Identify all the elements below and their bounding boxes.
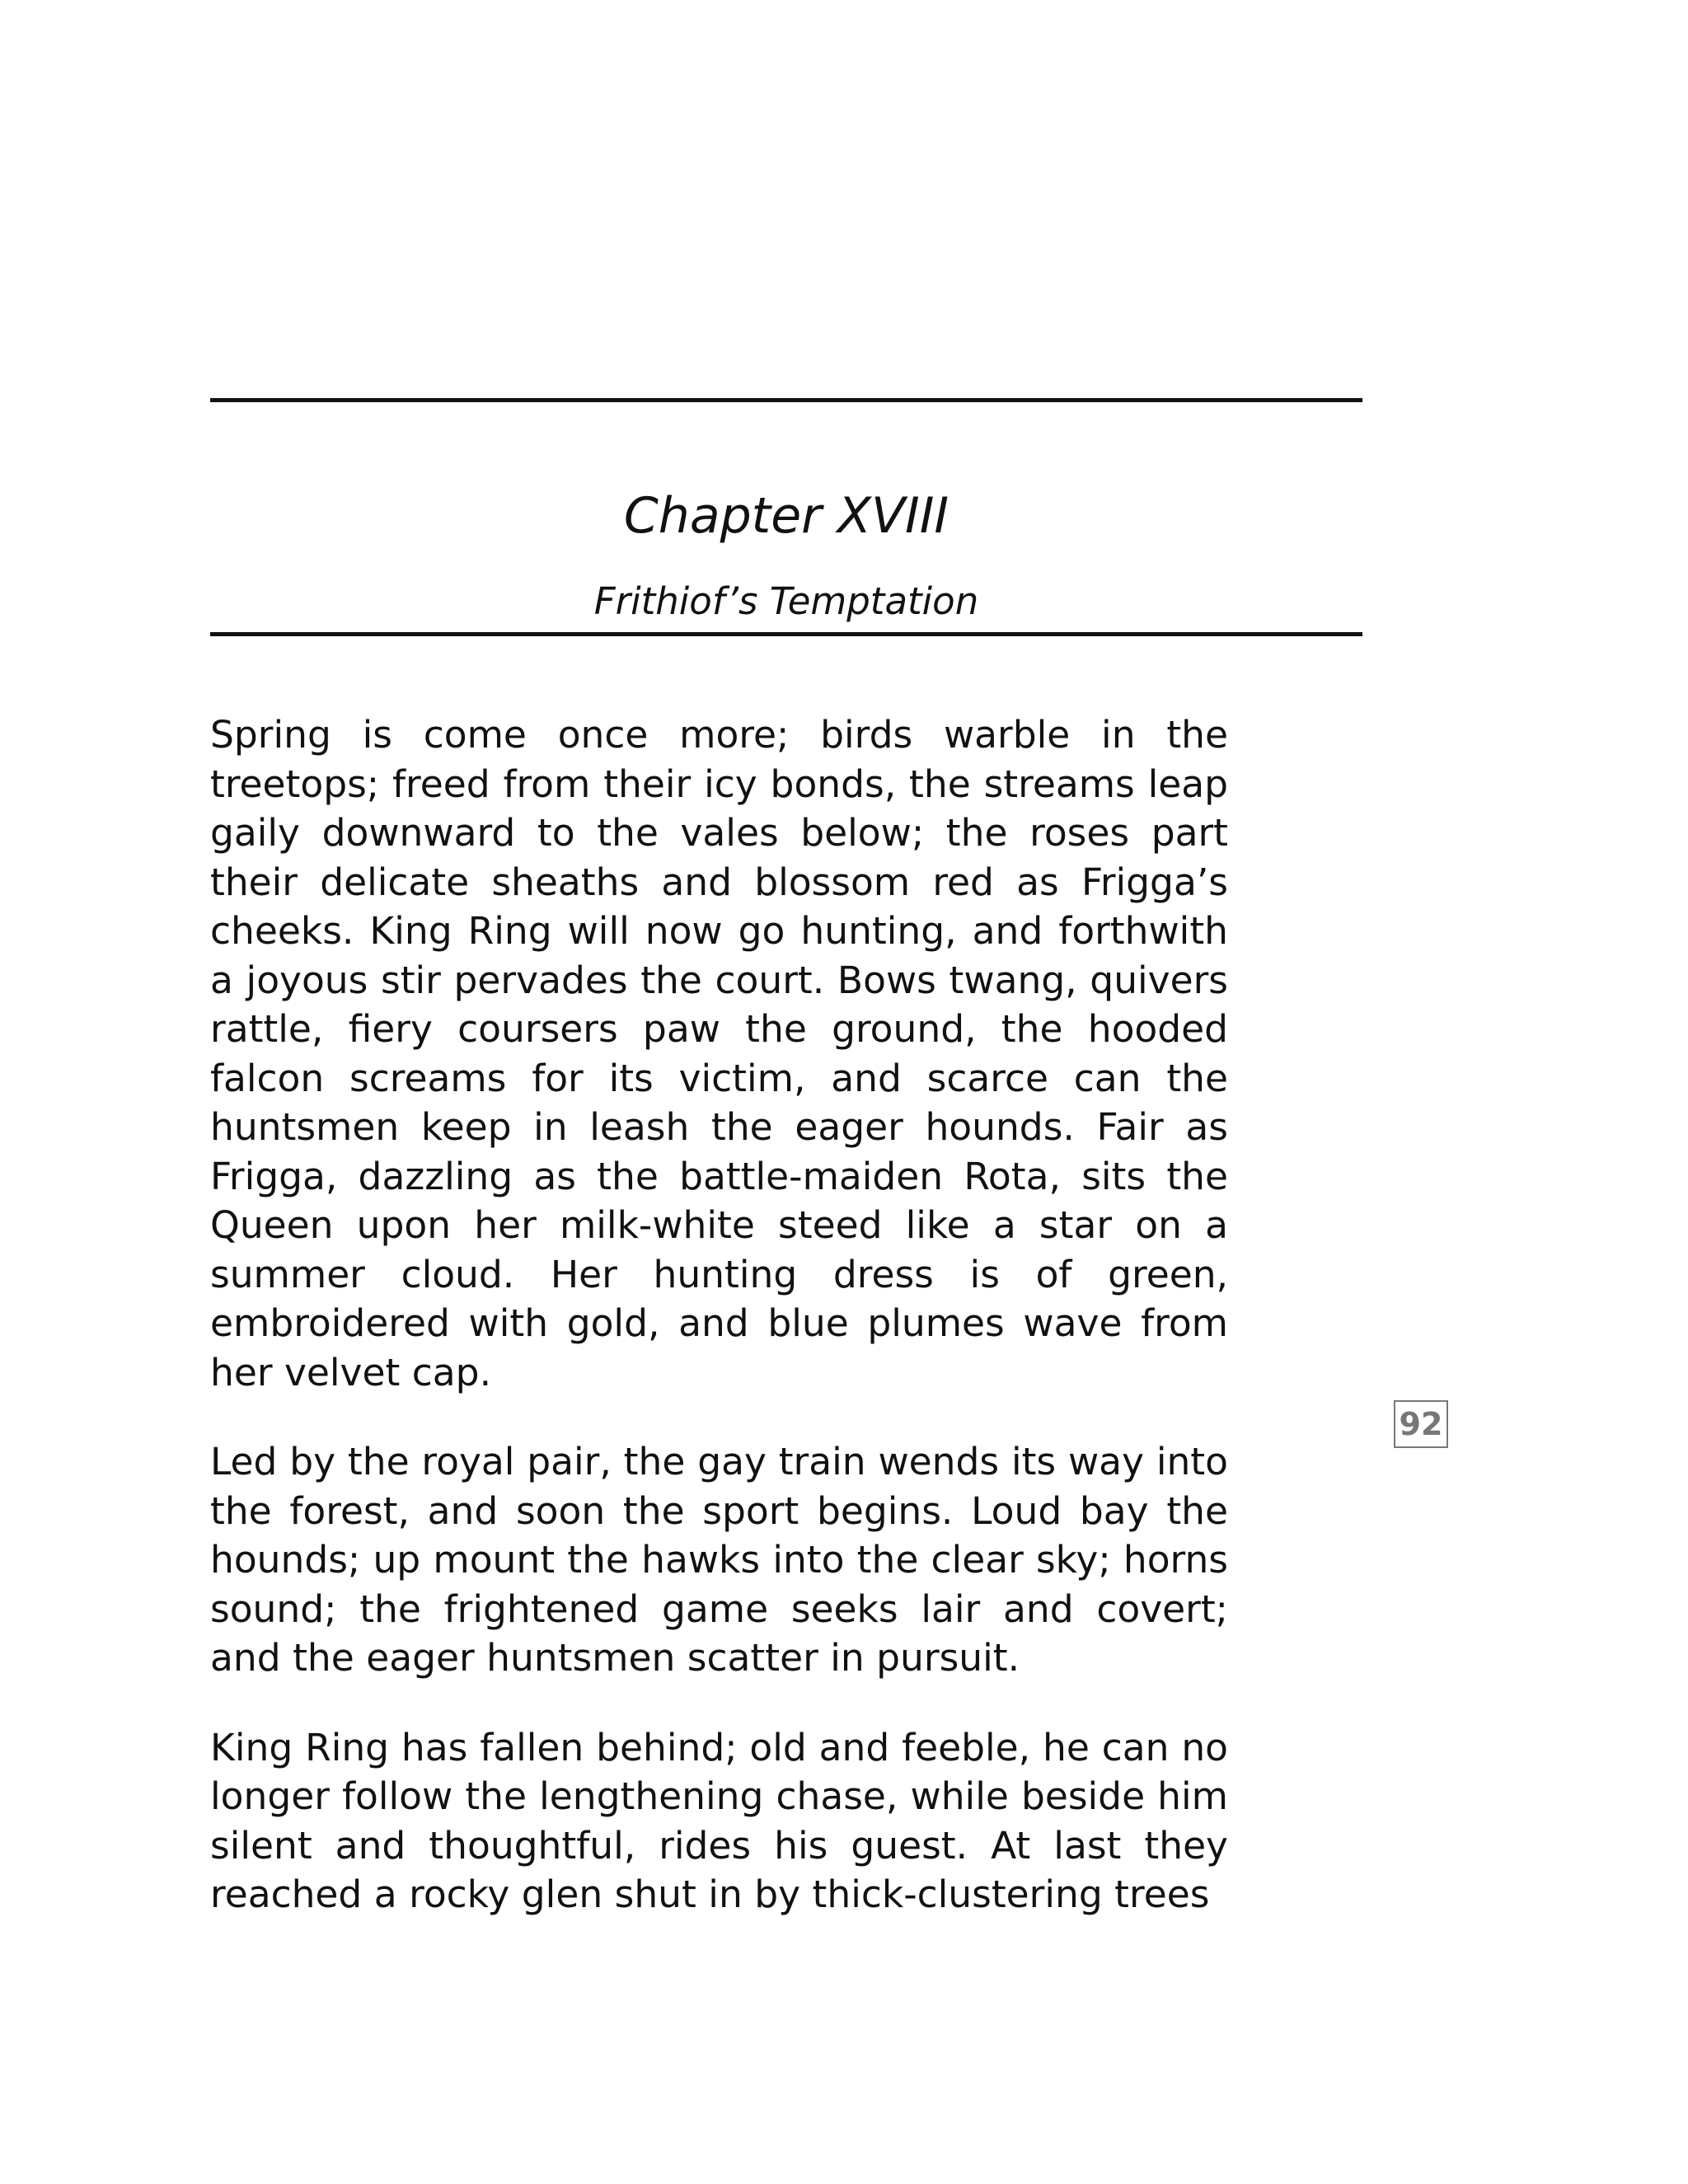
- paragraph: Spring is come once more; birds warble in the treetops; freed from their icy bonds, the streams leap gaily downward to the vales below; the roses part their delicate sheaths and blossom red as Frigga’s cheeks. King Ring will now go hunting, and forthwith a joyous stir pervades the court. Bows twang, quivers rattle, fiery coursers paw the ground, the hooded falcon screams for its victim, and scarce can the huntsmen keep in leash the eager hounds. Fair as Frigga, dazzling as the battle-maiden Rota, sits the Queen upon her milk-white steed like a star on a summer cloud. Her hunting dress is of green, embroidered with gold, and blue plumes wave from her velvet cap.: [210, 713, 1228, 1394]
- top-rule: [210, 398, 1362, 402]
- body-text: [210, 710, 1228, 1960]
- paragraph: Led by the royal pair, the gay train wends its way into the forest, and soon the sport begins. Loud bay the hounds; up mount the hawks into the clear sky; horns sound; the frightened game seeks lair and covert; and the eager huntsmen scatter in pursuit.: [210, 1440, 1228, 1680]
- chapter-subtitle: Frithiof’s Temptation: [593, 579, 979, 623]
- paragraph: King Ring has fallen behind; old and feeble, he can no longer follow the lengthening chase, while beside him silent and thoughtful, rides his guest. At last they reached a rocky glen shut in by thick-clustering trees: [210, 1725, 1228, 1916]
- page-number: 92: [1394, 1400, 1448, 1448]
- bottom-rule: [210, 632, 1362, 636]
- chapter-title: Chapter XVIII: [623, 487, 950, 545]
